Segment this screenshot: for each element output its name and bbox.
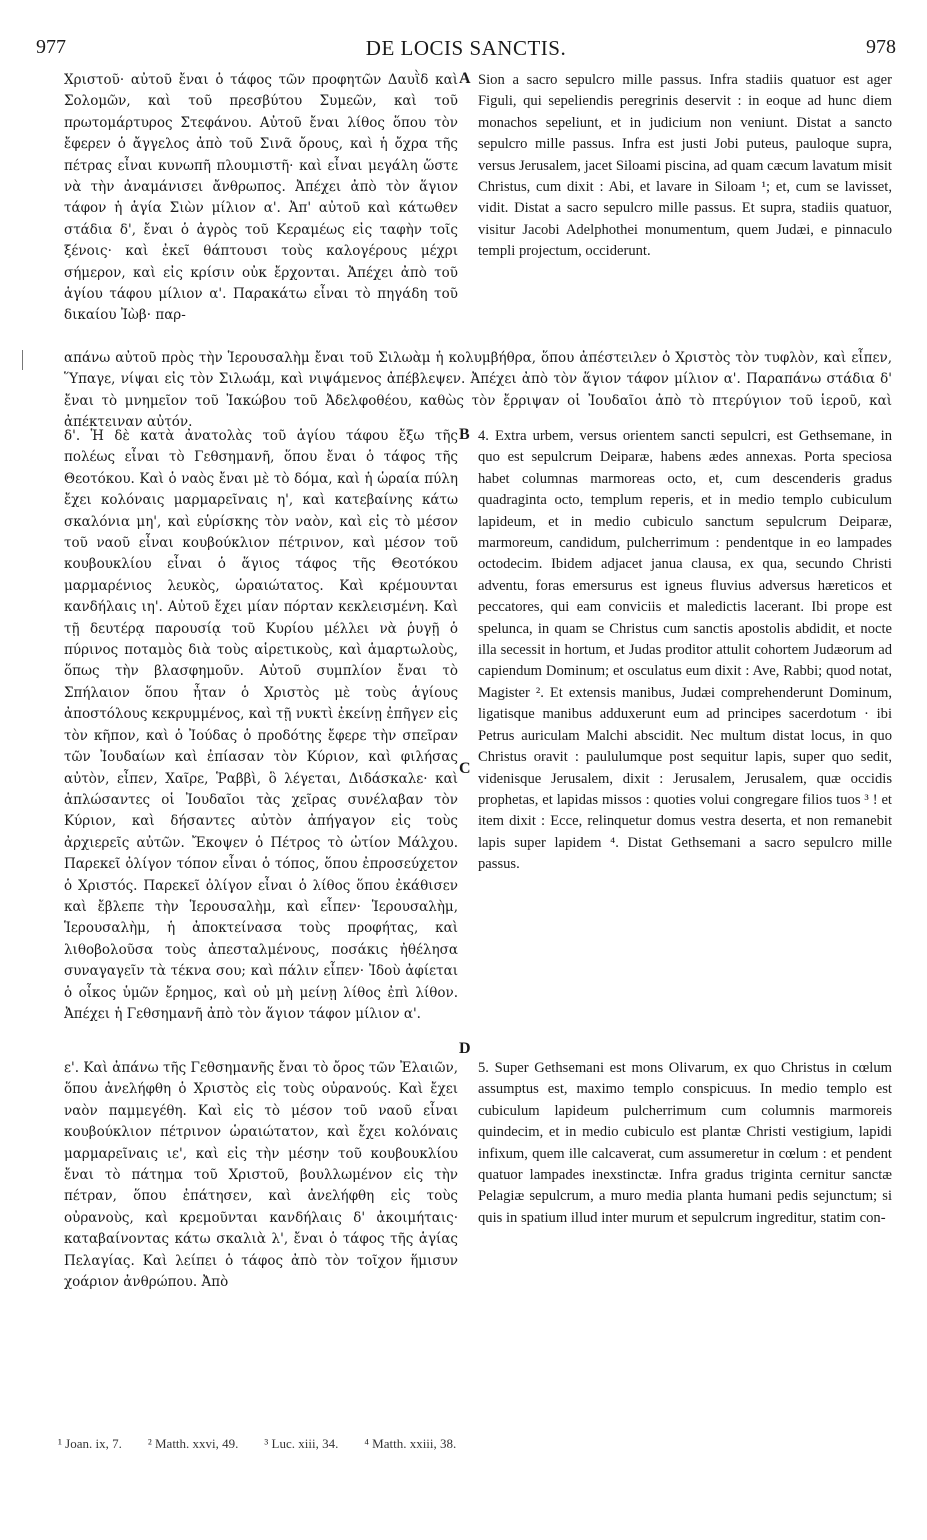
running-head bbox=[36, 36, 896, 66]
margin-letter-a: A bbox=[459, 70, 471, 87]
footnote-1: ¹ Joan. ix, 7. bbox=[58, 1436, 122, 1451]
page-number-right: 978 bbox=[866, 36, 896, 58]
section-4-greek-column: δ'. Ἡ δὲ κατὰ ἀνατολὰς τοῦ ἁγίου τάφου ἔξω τῆς πολέως εἶναι τὸ Γεθσημανῆ, ὅπου ἔναι ὁ τάφος τῆς Θεοτόκου. Καὶ ὁ ναὸς ἔναι μὲ τὸ δόμα, καὶ ἡ ὡραία πύλη ἔχει κολόναις μαρμαρεῖναις η', καὶ κατεβαίνης κάτω σκαλόνια μη', καὶ εὑρίσκης τὸν ναὸν, καὶ εἰς τὸ μέσον τοῦ ναοῦ εἶναι κουβούκλιον πέτρινον, καὶ μέσον τοῦ κουβουκλίου εἶναι ὁ ἅγιος τάφος τῆς Θεοτόκου μαρμαρένιος λευκὸς, ὡραιώτατος. Καὶ κρέμουνται κανδήλαις ιη'. Αὐτοῦ ἔχει μίαν πόρταν κεκλεισμένη. Καὶ τῇ δευτέρᾳ παρουσίᾳ τοῦ Κυρίου μέλλει νὰ ῥυγῇ ὁ πύρινος ποταμὸς διὰ τοὺς αἱρετικοὺς, καὶ ἁμαρτωλοὺς, ὅπως τὴν βλασφημοῦν. Αὐτοῦ συμπλίον ἔναι τὸ Σπήλαιον ὅπου ἦταν ὁ Χριστὸς μὲ τοὺς ἁγίους ἀποστόλους κεκρυμμένος, καὶ τῇ νυκτὶ ἐκείνῃ ἐπῆγεν εἰς τὸν κῆπον, καὶ ὁ Ἰούδας ὁ προδότης ἔφερε τὴν σπεῖραν τῶν Ἰουδαίων καὶ ἐπίασαν τὸν Κύριον, καὶ φιλήσας αὐτὸν, εἶπεν, Χαῖρε, Ῥαββὶ, ὃ λέγεται, Διδάσκαλε· καὶ ἁπλώσαντες οἱ Ἰουδαῖοι τὰς χεῖρας συνέλαβαν τὸν Κύριον, καὶ δήσαντες αὐτὸν ἀπήγαγον εἰς τοὺς ἀρχιερεῖς αὐτῶν. Ἔκοψεν ὁ Πέτρος τὸ ὠτίον Μάλχου. Παρεκεῖ ὀλίγον τόπον εἶναι ὁ τόπος, ὅπου ἐπροσεύχετον ὁ Χριστός. Παρεκεῖ ὀλίγον εἶναι ὁ λίθος ὅπου ἐκάθισεν καὶ ἔβλεπε τὴν Ἱερουσαλὴμ, καὶ εἶπεν· Ἱερουσαλὴμ, Ἱερουσαλὴμ, ἡ ἀποκτείνασα τοὺς προφήτας, καὶ λιθοβολοῦσα τοὺς ἀπεσταλμένους, ποσάκις ἠθέλησα συναγαγεῖν τὰ τέκνα σου; καὶ πάλιν εἶπεν· Ἰδοὺ ἀφίεται ὁ οἶκος ὑμῶν ἔρημος, καὶ οὐ μὴ μείνῃ λίθος ἐπὶ λίθον. Ἀπέχει ἡ Γεθσημανῆ ἀπὸ τὸν ἅγιον τάφον μίλιον α'. bbox=[64, 428, 458, 1022]
footnote-3: ³ Luc. xiii, 34. bbox=[264, 1436, 339, 1451]
footnote-2: ² Matth. xxvi, 49. bbox=[147, 1436, 239, 1451]
section-5-greek-column: ε'. Καὶ ἀπάνω τῆς Γεθσημανῆς ἔναι τὸ ὄρος τῶν Ἐλαιῶν, ὅπου ἀνελήφθη ὁ Χριστὸς εἰς τοὺς οὐρανούς. Καὶ ἔχει ναὸν παμμεγέθη. Καὶ εἰς τὸ μέσον τοῦ ναοῦ εἶναι κουβούκλιον πέτρινον ὡραιώτατον, καὶ ἔχει κολόναις μαρμαρεῖναις ιε', καὶ εἰς τὴν μέσην τοῦ κουβουκλίου ἔναι τὸ πάτημα τοῦ Χριστοῦ, βουλλωμένον εἰς τὴν πέτραν, ὅπου ἐπάτησεν, καὶ ἀνελήφθη εἰς τοὺς οὐρανοὺς, καὶ κρεμοῦνται κανδήλαις δ' ἀκοιμήταις· καταβαίνοντας κάτω σκαλιὰ λ', ἔναι ὁ τάφος τῆς ἁγίας Πελαγίας. Καὶ λείπει ὁ τάφος ἀπὸ τὸν τοῖχον ἥμισυν χοάριον ἀνθρώπου. Ἀπὸ bbox=[64, 1060, 458, 1291]
section-5-latin-column: 5. Super Gethsemani est mons Olivarum, ex quo Christus in cœlum assumptus est, maximo templo conspicuus. In medio templo est cubiculum lapideum pulcherrimum cum columnis marmoreis quindecim, et in medio cubiculo est plantæ Christi vestigium, lapidi infixum, quem ille calcaverat, cum assumeretur in cœlum : et pendent quatuor lampades inexstinctæ. Infra gradus triginta cernitur sanctæ Pelagiæ sepulcrum, a muro media planta humani pedis sejunctum; si quis in spatium illud inter murum et sepulcrum ingreditur, statim con- bbox=[478, 1060, 892, 1226]
footnote-4: ⁴ Matth. xxiii, 38. bbox=[364, 1436, 457, 1451]
margin-rule bbox=[22, 350, 23, 370]
section-3-greek-column: Χριστοῦ· αὐτοῦ ἔναι ὁ τάφος τῶν προφητῶν Δαυῒδ καὶ Σολομῶν, καὶ τοῦ πρεσβύτου Συμεῶν, καὶ τοῦ πρωτομάρτυρος Στεφάνου. Αὐτοῦ ἔναι λίθος ὅπου τὸν ἔφερεν ὁ ἄγγελος ἀπὸ τοῦ Σινᾶ ὄρους, καὶ ἡ ὄχρα τῆς πέτρας εἶναι κυνωπῆ πλουμιστῆ· καὶ εἶναι μεγάλη ὥστε νὰ τὴν ἀναμάνισει ἄνθρωπος. Ἀπέχει ἀπὸ τὸν ἅγιον τάφον ἡ ἁγία Σιὼν μίλιον α'. Ἀπ' αὐτοῦ καὶ κάτωθεν στάδια δ', ἔναι ὁ ἀγρὸς τοῦ Κεραμέως εἰς ταφὴν τοῖς ξένοις· καὶ ἐκεῖ θάπτουσι τοὺς καλογέρους μέχρι σήμερον, καὶ εἰς κρίσιν οὐκ ἔρχονται. Ἀπέχει ἀπὸ τοῦ ἁγίου τάφου μίλιον α'. Παρακάτω εἶναι τὸ πηγάδη τοῦ δικαίου Ἰὼβ· παρ- bbox=[64, 72, 458, 324]
margin-letter-d: D bbox=[459, 1040, 471, 1057]
section-3-latin-column: Sion a sacro sepulcro mille passus. Infra stadiis quatuor est ager Figuli, qui sepeliendis peregrinis deservit : in eoque ad hunc diem monachos sepeliunt, et in judicium non veniunt. Distat a sancto sepulcro mille passus. Infra est justi Jobi puteus, pauloque supra, versus Jerusalem, jacet Siloami piscina, ad quam cæcum lavatum misit Christus, cum dixit : Abi, et lavare in Siloam ¹; et, cum se lavisset, vidit. Distat a sacro sepulcro mille passus. Et supra, stadiis quatuor, visitur Jacobi Adelphothei monumentum, quem Judæi, e pinnaculo templi projectum, occiderunt. bbox=[478, 72, 892, 260]
section-3-greek-fullwidth: απάνω αὐτοῦ πρὸς τὴν Ἱερουσαλὴμ ἔναι τοῦ Σιλωὰμ ἡ κολυμβήθρα, ὅπου ἀπέστειλεν ὁ Χριστὸς τὸν τυφλὸν, καὶ εἶπεν, Ὕπαγε, νίψαι εἰς τὸν Σιλωάμ, καὶ νιψάμενος ἀπέβλεψεν. Ἀπέχει ἀπὸ τὸν ἅγιον τάφον μίλιον α'. Παραπάνω στάδια δ' ἔναι τὸ μνημεῖον τοῦ Ἰακώβου τοῦ Ἀδελφοθέου, καθὼς τὸν ἔρριψαν οἱ Ἰουδαῖοι ἀπὸ τὸ πτερύγιον τοῦ ἱεροῦ, καὶ ἀπέκτειναν αὐτόν. bbox=[64, 350, 892, 431]
page-number-left: 977 bbox=[36, 36, 66, 58]
section-4-latin-column: 4. Extra urbem, versus orientem sancti sepulcri, est Gethsemane, in quo est sepulcrum Deiparæ, habens ædes annexas. Porta speciosa habet columnas marmoreas octo, et, cum descenderis gradus quadraginta octo, templum reperis, et in medio templo cubiculum lapideum, et in medio cubiculo sanctum sepulcrum Deiparæ, marmoreum, candidum, pulcherrimum : pendentque in eo lampades octodecim. Ibidem adjacet janua clausa, ex qua, secundo Christi adventu, foras emersurus est igneus fluvius adversus hæreticos et peccatores, qui eam conviciis et maledictis lacerant. Ibi prope est spelunca, in quam se Christus cum sanctis apostolis abdidit, et nocte illa secessit in hortum, et Judas proditor attulit cohortem Judæorum ad capiendum Dominum; et osculatus eum dixit : Ave, Rabbi; quod notat, Magister ². Et extensis manibus, Judæi comprehenderunt Dominum, ligatisque manibus adduxerunt eum ad principes sacerdotum · ibi Petrus auriculam Malchi abscidit. Nec multum distat locus, in quo Christus oravit : paululumque post sequitur lapis, super quo sedit, videnisque Jerusalem, dixit : Jerusalem, Jerusalem, quæ occidis prophetas, et lapidas missos : quoties volui congregare filios tuos ³ ! et item dixit : Ecce, relinquetur domus vestra deserta, et non remanebit lapis super lapidem ⁴. Distat Gethsemani a sacro sepulcro mille passus. bbox=[478, 428, 892, 873]
margin-letter-b: B bbox=[459, 426, 470, 443]
margin-letter-c: C bbox=[459, 760, 471, 777]
footnotes bbox=[58, 1436, 898, 1452]
page-title: DE LOCIS SANCTIS. bbox=[365, 36, 567, 60]
